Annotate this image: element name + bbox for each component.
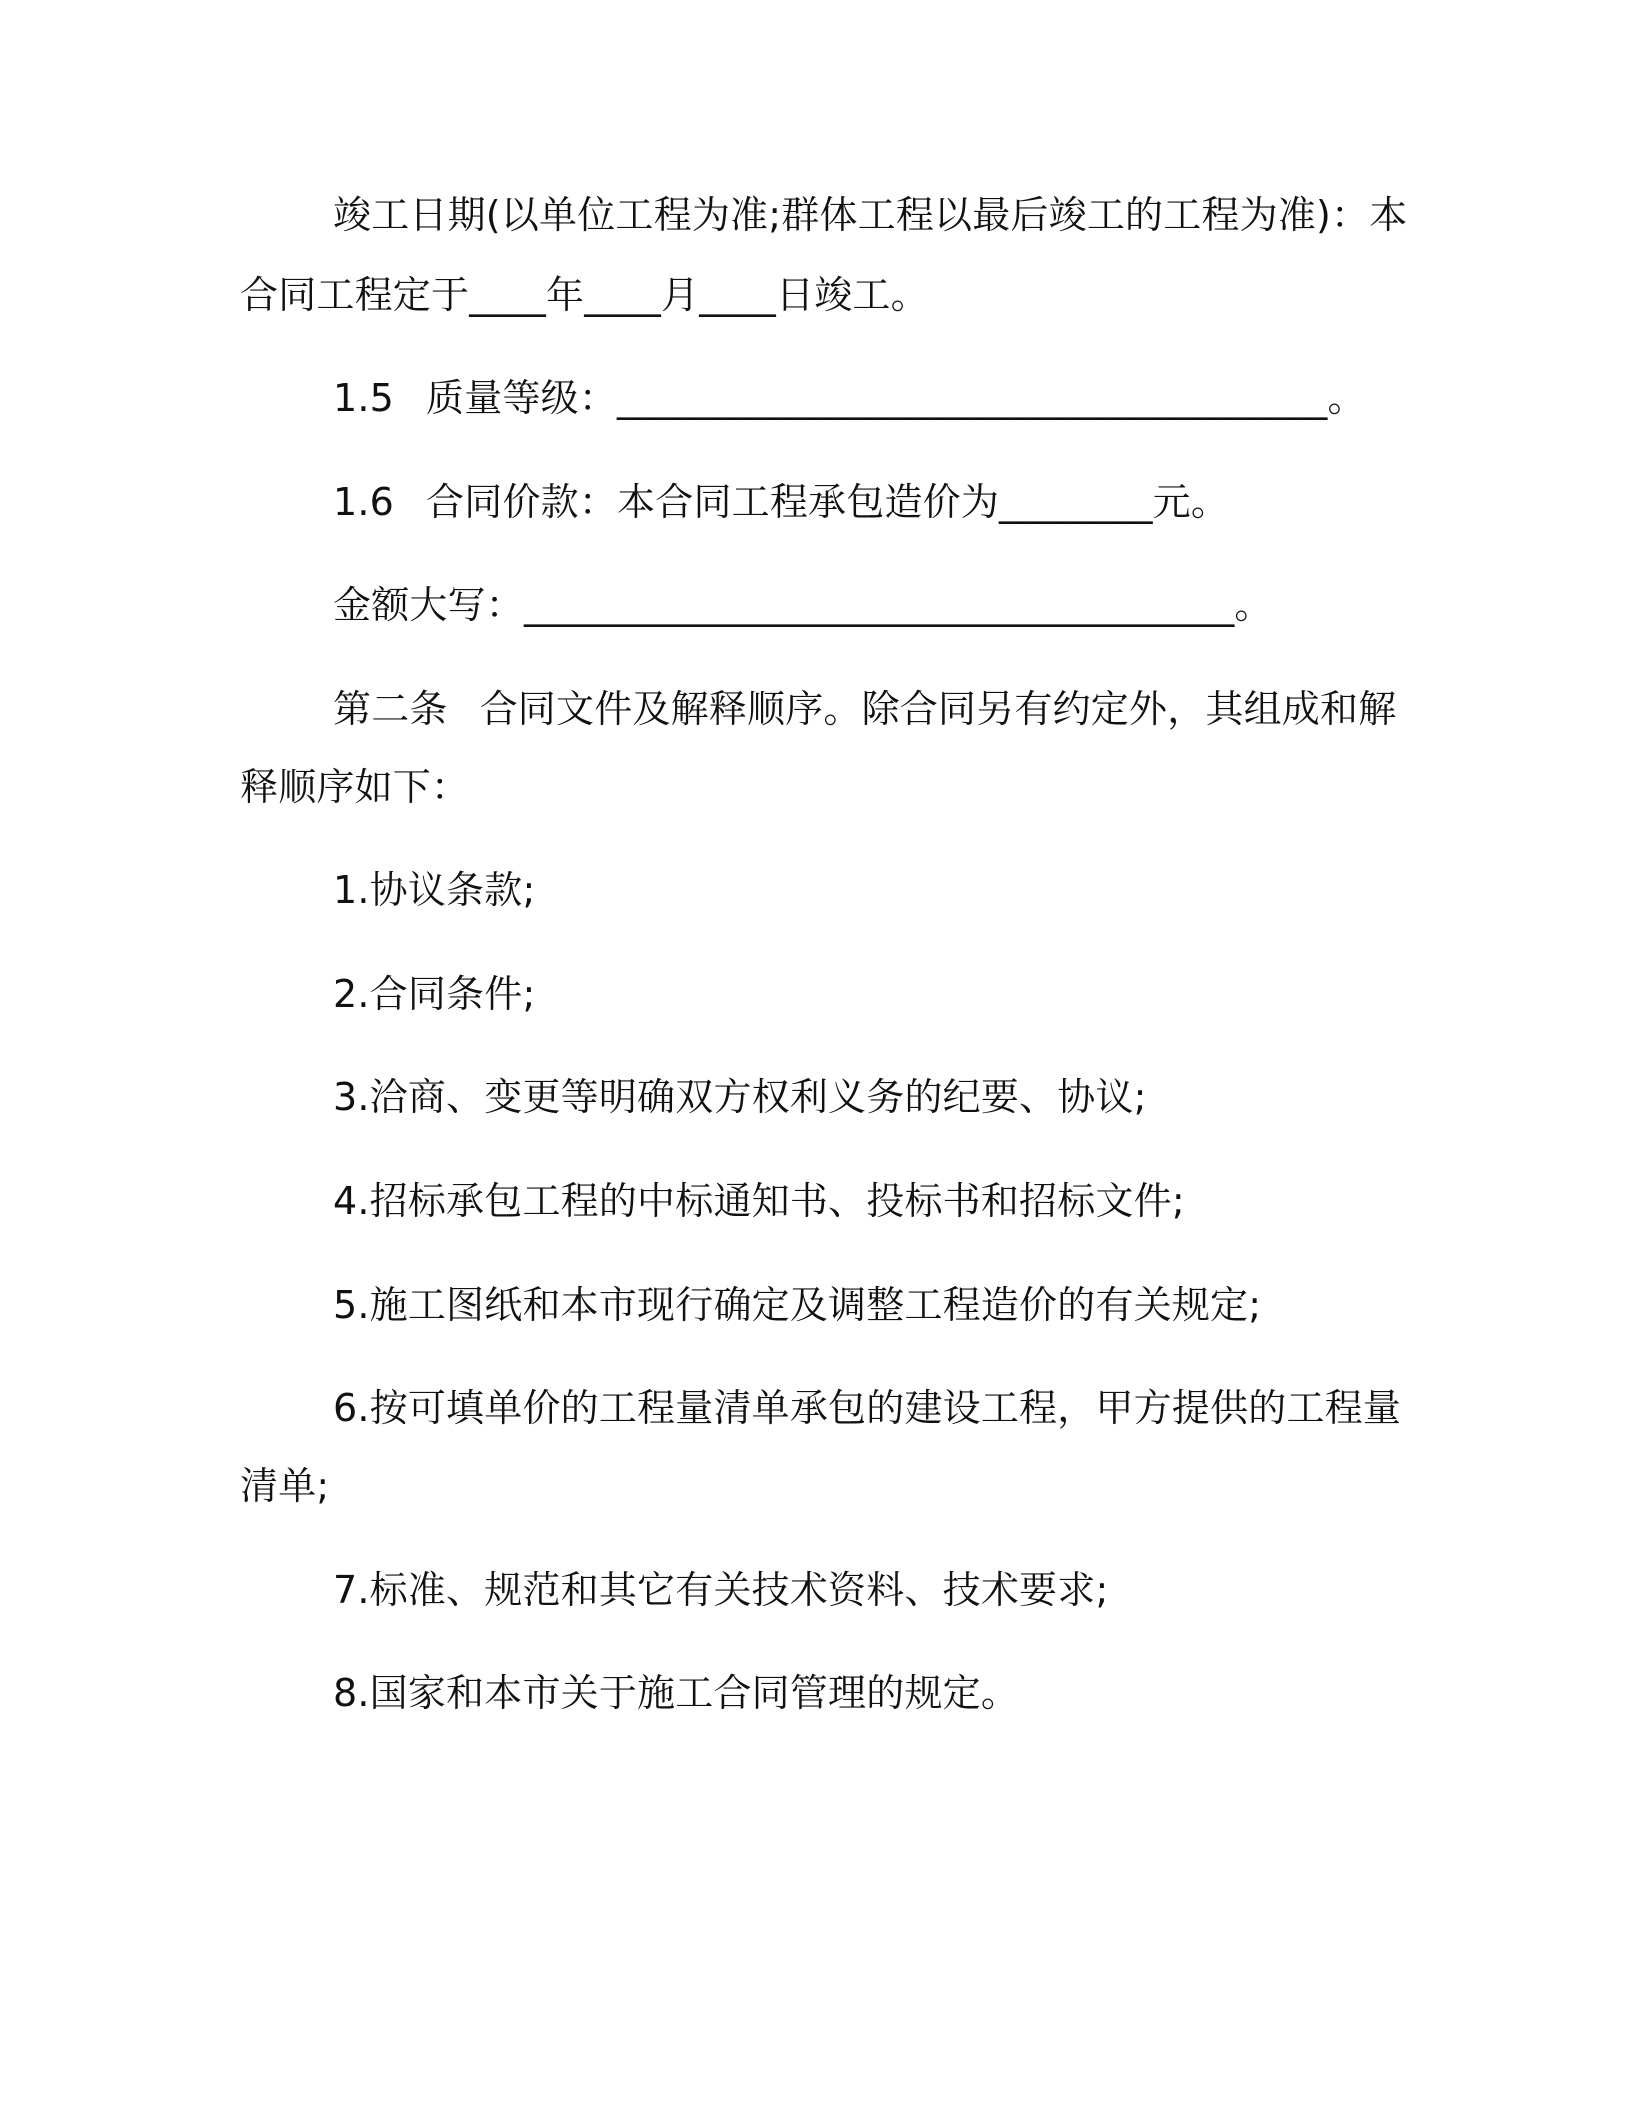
list-item-3: 3.洽商、变更等明确双方权利义务的纪要、协议; xyxy=(333,1075,1147,1119)
contract-price-text: 合同价款：本合同工程承包造价为________元。 xyxy=(426,480,1230,524)
list-item-2: 2.合同条件; xyxy=(333,972,536,1016)
list-item-1: 1.协议条款; xyxy=(333,868,536,912)
list-item-4: 4.招标承包工程的中标通知书、投标书和招标文件; xyxy=(333,1179,1185,1223)
list-item-5: 5.施工图纸和本市现行确定及调整工程造价的有关规定; xyxy=(333,1283,1262,1327)
completion-date-line-1: 竣工日期(以单位工程为准;群体工程以最后竣工的工程为准)：本 xyxy=(333,193,1408,237)
completion-date-line-2: 合同工程定于____年____月____日竣工。 xyxy=(240,273,929,317)
list-item-6-line-2: 清单; xyxy=(240,1464,330,1508)
list-item-6-line-1: 6.按可填单价的工程量清单承包的建设工程，甲方提供的工程量 xyxy=(333,1386,1402,1430)
article-two-heading: 第二条 xyxy=(333,687,448,731)
quality-level-item xyxy=(333,376,1366,420)
article-two-line-2: 释顺序如下： xyxy=(240,765,470,809)
list-item-7: 7.标准、规范和其它有关技术资料、技术要求; xyxy=(333,1568,1109,1612)
contract-price-item xyxy=(333,480,1230,524)
amount-in-words-line: 金额大写：_____________________________________。 xyxy=(333,583,1273,627)
quality-level-text: 质量等级：_____________________________________。 xyxy=(426,376,1366,420)
article-two-text: 合同文件及解释顺序。除合同另有约定外，其组成和解 xyxy=(479,687,1397,731)
item-number-1-5: 1.5 xyxy=(333,376,395,420)
article-two-line-1 xyxy=(333,687,1397,731)
list-item-8: 8.国家和本市关于施工合同管理的规定。 xyxy=(333,1671,1020,1715)
item-number-1-6: 1.6 xyxy=(333,480,395,524)
